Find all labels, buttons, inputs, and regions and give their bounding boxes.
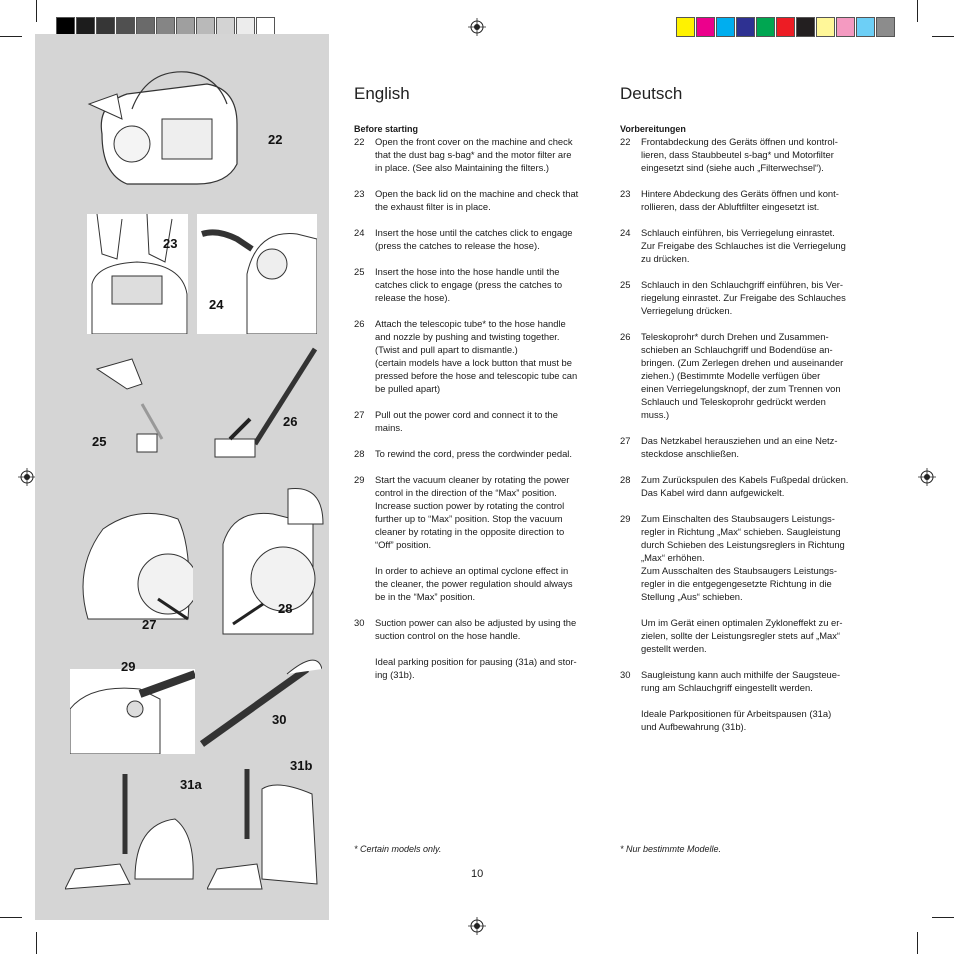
deutsch-section-heading: Vorbereitungen (620, 124, 686, 134)
crop-mark (917, 932, 918, 954)
instruction-text: Suction power can also be adjusted by using the suction control on the hose handle. Ideal parking position for pausing (31a) and stor- ing (31b). (375, 617, 577, 680)
instruction-item (354, 265, 604, 304)
instruction-text: Pull out the power cord and connect it to the mains. (375, 409, 558, 433)
instruction-number: 26 (354, 318, 365, 329)
instruction-text: Das Netzkabel herausziehen und an eine Netz- steckdose anschließen. (641, 435, 838, 459)
instruction-text: Open the front cover on the machine and check that the dust bag s-bag* and the motor filter are in place. (See also Maintaining the filters.) (375, 136, 573, 173)
figure-24-label: 24 (209, 297, 224, 312)
instruction-text: Hintere Abdeckung des Geräts öffnen und kont- rollieren, dass der Abluftfilter eingesetzt ist. (641, 188, 839, 212)
instruction-number: 29 (620, 513, 631, 524)
figure-22-illustration (87, 64, 247, 194)
color-swatch (676, 17, 695, 37)
instruction-number: 27 (620, 435, 631, 446)
instruction-item (354, 408, 604, 434)
figure-27-label: 27 (142, 617, 157, 632)
figure-22-label: 22 (268, 132, 283, 147)
figure-23-illustration (87, 214, 188, 334)
figure-31b-illustration (207, 769, 322, 894)
instruction-text: Insert the hose until the catches click to engage (press the catches to release the hose). (375, 227, 573, 251)
instruction-number: 24 (354, 227, 365, 238)
instruction-number: 25 (354, 266, 365, 277)
color-swatch (836, 17, 855, 37)
page-number: 10 (471, 868, 484, 880)
english-section-heading: Before starting (354, 124, 419, 134)
figure-31a-label: 31a (180, 777, 202, 792)
instruction-text: Teleskoprohr* durch Drehen und Zusammen- schieben an Schlauchgriff und Bodendüse an- bringen. (Zum Zerlegen drehen und auseinander ziehen.) (Bestimmte Modelle verfügen über einen Verriegelungsknopf, der zum Trennen von Schlauch und Teleskoprohr gedrückt werden muss.) (641, 331, 844, 420)
crop-mark (36, 932, 37, 954)
figure-25-label: 25 (92, 434, 107, 449)
instruction-number: 22 (354, 136, 365, 147)
instruction-text: Start the vacuum cleaner by rotating the power control in the direction of the “Max” position. Increase suction power by rotating the control further up to “Max” position. Stop the vacuum cleaner by rotating in the opposite direction to “Off” position. In order to achieve an optimal cyclone effect in the cleaner, the power regulation should always be in the “Max” position. (375, 474, 573, 602)
registration-mark-icon (468, 18, 486, 36)
crop-mark (932, 36, 954, 37)
crop-mark (0, 36, 22, 37)
instruction-text: Schlauch einführen, bis Verriegelung einrastet. Zur Freigabe des Schlauches ist die Verriegelung zu drücken. (641, 227, 846, 264)
crop-mark (932, 917, 954, 918)
color-swatch (736, 17, 755, 37)
figure-27-illustration (68, 499, 193, 639)
instruction-item (620, 278, 870, 317)
instruction-number: 30 (620, 669, 631, 680)
instruction-number: 30 (354, 617, 365, 628)
instruction-item (354, 317, 604, 395)
instruction-item (354, 616, 604, 681)
figure-29-label: 29 (121, 659, 136, 674)
instruction-text: Attach the telescopic tube* to the hose handle and nozzle by pushing and twisting together. (Twist and pull apart to dismantle.) (certain models have a lock button that must be pressed before the hose and telescopic tube can be pulled apart) (375, 318, 578, 394)
color-swatch (696, 17, 715, 37)
figure-28-label: 28 (278, 601, 293, 616)
instruction-text: Zum Zurückspulen des Kabels Fußpedal drücken. Das Kabel wird dann aufgewickelt. (641, 474, 849, 498)
figure-31b-label: 31b (290, 758, 313, 773)
instruction-text: Saugleistung kann auch mithilfe der Saugsteue- rung am Schlauchgriff eingestellt werden. Ideale Parkpositionen für Arbeitspausen (31a) und Aufbewahrung (31b). (641, 669, 841, 732)
crop-mark (0, 917, 22, 918)
registration-mark-icon (468, 917, 486, 935)
color-swatch (716, 17, 735, 37)
english-column (354, 84, 604, 694)
color-swatch (876, 17, 895, 37)
crop-mark (36, 0, 37, 22)
deutsch-title: Deutsch (620, 84, 683, 103)
english-title: English (354, 84, 410, 103)
instruction-item (620, 512, 870, 655)
english-footnote: * Certain models only. (354, 844, 442, 854)
instruction-number: 25 (620, 279, 631, 290)
figure-30-illustration (197, 639, 322, 749)
english-instructions (354, 135, 604, 681)
color-bar (676, 17, 896, 37)
instruction-text: Frontabdeckung des Geräts öffnen und kontrol- lieren, dass Staubbeutel s-bag* und Motorfilter eingesetzt sind (siehe auch „Filterwechsel“). (641, 136, 838, 173)
instruction-item (354, 187, 604, 213)
instruction-item (620, 473, 870, 499)
registration-mark-icon (18, 468, 36, 486)
instruction-number: 23 (620, 188, 631, 199)
color-swatch (776, 17, 795, 37)
instruction-number: 23 (354, 188, 365, 199)
instruction-text: Zum Einschalten des Staubsaugers Leistungs- regler in Richtung „Max“ schieben. Saugleistung durch Schieben des Leistungsreglers in Richtung „Max“ erhöhen. Zum Ausschalten des Staubsaugers Leistungs- regler in die entgegengesetzte Richtung in die Stellung „Aus“ schieben. Um im Gerät einen optimalen Zykloneffekt zu er- zielen, sollte der Leistungsregler stets auf „Max“ gestellt werden. (641, 513, 845, 654)
instruction-text: Open the back lid on the machine and check that the exhaust filter is in place. (375, 188, 579, 212)
instruction-text: To rewind the cord, press the cordwinder pedal. (375, 448, 572, 459)
instruction-item (354, 226, 604, 252)
color-swatch (856, 17, 875, 37)
instruction-number: 22 (620, 136, 631, 147)
color-swatch (796, 17, 815, 37)
illustration-panel (35, 34, 329, 920)
instruction-number: 24 (620, 227, 631, 238)
figure-30-label: 30 (272, 712, 287, 727)
crop-mark (917, 0, 918, 22)
instruction-number: 28 (620, 474, 631, 485)
instruction-number: 26 (620, 331, 631, 342)
instruction-item (620, 135, 870, 174)
deutsch-footnote: * Nur bestimmte Modelle. (620, 844, 722, 854)
registration-mark-icon (918, 468, 936, 486)
deutsch-column (620, 84, 870, 746)
instruction-item (354, 473, 604, 603)
color-swatch (756, 17, 775, 37)
figure-26-illustration (195, 344, 320, 469)
figure-24-illustration (197, 214, 317, 334)
figure-23-label: 23 (163, 236, 178, 251)
deutsch-instructions (620, 135, 870, 733)
instruction-item (620, 330, 870, 421)
instruction-text: Insert the hose into the hose handle until the catches click to engage (press the catches to release the hose). (375, 266, 563, 303)
instruction-item (354, 447, 604, 460)
figure-29-illustration (70, 669, 195, 754)
instruction-number: 28 (354, 448, 365, 459)
figure-28-illustration (213, 484, 325, 644)
figure-26-label: 26 (283, 414, 298, 429)
figure-31a-illustration (65, 774, 195, 894)
instruction-text: Schlauch in den Schlauchgriff einführen, bis Ver- riegelung einrastet. Zur Freigabe des Schlauches Verriegelung drücken. (641, 279, 846, 316)
instruction-number: 29 (354, 474, 365, 485)
instruction-item (620, 226, 870, 265)
color-swatch (816, 17, 835, 37)
instruction-item (354, 135, 604, 174)
instruction-number: 27 (354, 409, 365, 420)
instruction-item (620, 668, 870, 733)
instruction-item (620, 187, 870, 213)
instruction-item (620, 434, 870, 460)
